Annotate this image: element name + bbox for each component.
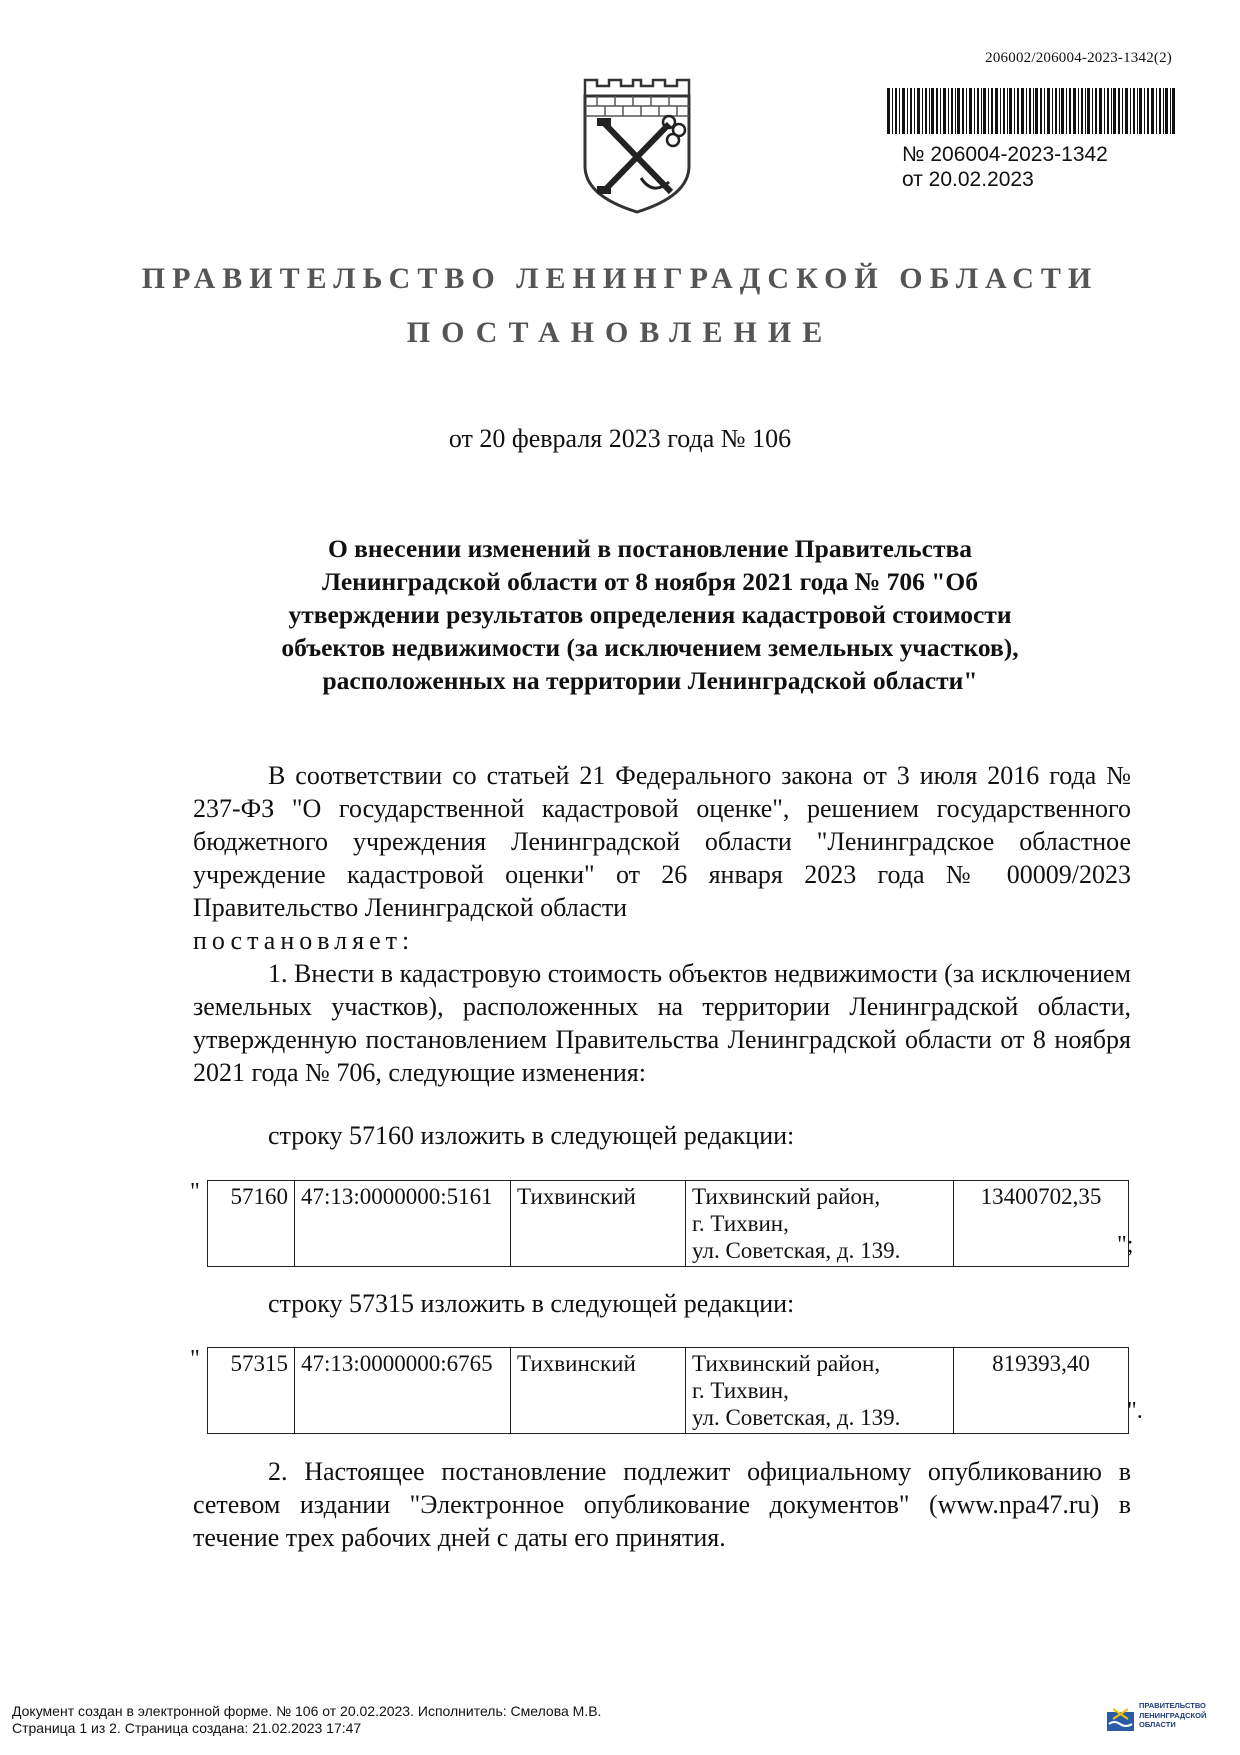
- district-cell: Тихвинский: [511, 1348, 686, 1434]
- address-cell: [686, 1348, 954, 1434]
- footer-logo-text: [1139, 1701, 1206, 1730]
- footer-logo: [1107, 1700, 1232, 1736]
- change-2-close-quote: ".: [1127, 1398, 1143, 1424]
- change-1-instruction: строку 57160 изложить в следующей редакции:: [268, 1121, 795, 1150]
- change-1-table: [207, 1180, 1129, 1267]
- footer-logo-line: ПРАВИТЕЛЬСТВО: [1139, 1701, 1206, 1710]
- document-reference: 206002/206004-2023-1342(2): [985, 50, 1172, 66]
- footer-note: [12, 1703, 601, 1737]
- change-2-instruction: строку 57315 изложить в следующей редакции:: [268, 1289, 795, 1318]
- cadastral-value-cell: 819393,40: [954, 1348, 1129, 1434]
- table-row: [208, 1181, 1129, 1267]
- region-flag-icon: [1107, 1704, 1134, 1731]
- cadastral-number-cell: 47:13:0000000:6765: [295, 1348, 511, 1434]
- change-2-table: [207, 1347, 1129, 1434]
- address-line: Тихвинский район,: [692, 1184, 881, 1209]
- row-number-cell: 57160: [208, 1181, 295, 1267]
- registration-number: № 206004-2023-1342: [902, 143, 1108, 166]
- address-line: г. Тихвин,: [692, 1211, 789, 1236]
- footer-line-2: Страница 1 из 2. Страница создана: 21.02.2023 17:47: [12, 1720, 362, 1736]
- document-kind: ПОСТАНОВЛЕНИЕ: [406, 316, 834, 349]
- cadastral-number-cell: 47:13:0000000:5161: [295, 1181, 511, 1267]
- address-line: г. Тихвин,: [692, 1378, 789, 1403]
- coat-of-arms-icon: [577, 74, 697, 214]
- registration-date: от 20.02.2023: [902, 168, 1034, 191]
- district-cell: Тихвинский: [511, 1181, 686, 1267]
- change-1-close-quote: ";: [1117, 1232, 1134, 1258]
- table-row: [208, 1348, 1129, 1434]
- document-date-number: от 20 февраля 2023 года № 106: [448, 424, 792, 453]
- barcode-icon: [887, 88, 1175, 134]
- item-1-paragraph: 1. Внести в кадастровую стоимость объектов недвижимости (за исключением земельных участков), расположенных на территории Ленинградской области, утвержденную постановлением Правительства Ленинградской области от 8 ноября 2021 года № 706, следующие изменения:: [193, 959, 1131, 1087]
- row-number-cell: 57315: [208, 1348, 295, 1434]
- address-line: ул. Советская, д. 139.: [692, 1405, 901, 1430]
- item-2-paragraph: 2. Настоящее постановление подлежит официальному опубликованию в сетевом издании "Электронное опубликование документов" (www.npa47.ru) в течение трех рабочих дней с даты его принятия.: [193, 1457, 1131, 1552]
- footer-logo-line: ЛЕНИНГРАДСКОЙ: [1139, 1710, 1207, 1720]
- footer-logo-line: ОБЛАСТИ: [1139, 1720, 1176, 1729]
- registration-block: [902, 142, 1108, 192]
- address-line: Тихвинский район,: [692, 1351, 881, 1376]
- document-heading: О внесении изменений в постановление Правительства Ленинградской области от 8 ноября 2021 года № 706 "Об утверждении результатов определения кадастровой стоимости объектов недвижимости (за исключением земельных участков), расположенных на территории Ленинградской области": [281, 534, 1019, 695]
- intro-paragraph: В соответствии со статьей 21 Федерального закона от 3 июля 2016 года № 237-ФЗ "О государственной кадастровой оценке", решением государственного бюджетного учреждения Ленинградской области "Ленинградское областное учреждение кадастровой оценки" от 26 января 2023 года № 00009/2023 Правительство Ленинградской области: [193, 761, 1131, 922]
- address-cell: [686, 1181, 954, 1267]
- decides-word: постановляет:: [193, 926, 415, 955]
- government-title: ПРАВИТЕЛЬСТВО ЛЕНИНГРАДСКОЙ ОБЛАСТИ: [141, 262, 1099, 295]
- address-line: ул. Советская, д. 139.: [692, 1238, 901, 1263]
- cadastral-value-cell: 13400702,35: [954, 1181, 1129, 1267]
- change-2-open-quote: ": [190, 1346, 200, 1372]
- change-1-open-quote: ": [190, 1179, 200, 1205]
- footer-line-1: Документ создан в электронной форме. № 106 от 20.02.2023. Исполнитель: Смелова М.В.: [12, 1703, 602, 1719]
